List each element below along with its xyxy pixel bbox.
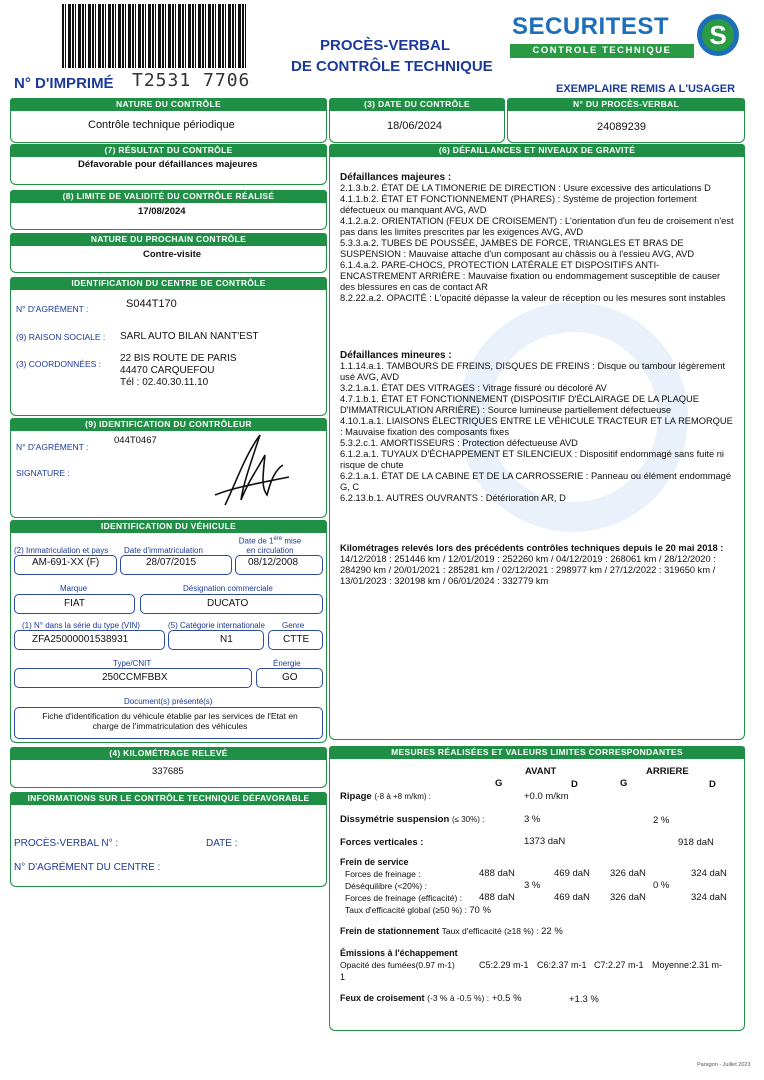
ff-ard: 324 daN — [691, 868, 727, 879]
mise-label: Date de 1ère mise en circulation — [238, 536, 302, 555]
marque-label: Marque — [60, 584, 88, 593]
mise-value: 08/12/2008 — [248, 557, 299, 568]
addr-line-1: 22 BIS ROUTE DE PARIS — [120, 353, 237, 364]
docs-label: Document(s) présenté(s) — [124, 697, 213, 706]
arriere-d: D — [709, 779, 716, 790]
immat-label: (2) Immatriculation et pays — [14, 546, 109, 555]
nature-value: Contrôle technique périodique — [88, 119, 235, 131]
centre-bar: IDENTIFICATION DU CENTRE DE CONTRÔLE — [10, 277, 327, 290]
majeures-block — [340, 172, 736, 304]
prochain-value: Contre-visite — [143, 249, 202, 260]
brand-logo-sub: CONTROLE TECHNIQUE — [510, 44, 694, 58]
defav-agr-label: N° D'AGRÉMENT DU CENTRE : — [14, 862, 161, 873]
km-history-block — [340, 543, 736, 587]
pv-bar: N° DU PROCÈS-VERBAL — [507, 98, 745, 111]
ff-avd: 469 daN — [554, 868, 590, 879]
coord-label: (3) COORDONNÉES : — [16, 359, 102, 369]
km-history-title: Kilométrages relevés lors des précédents contrôles techniques depuis le 20 mai 2018 : — [340, 543, 724, 553]
prochain-bar: NATURE DU PROCHAIN CONTRÔLE — [10, 233, 327, 246]
feux-d: +1.3 % — [569, 994, 599, 1005]
frein-title: Frein de service — [340, 857, 409, 867]
majeure-item: 4.1.2.a.2. ORIENTATION (FEUX DE CROISEMENT) : L'orientation d'un feu de croisement n'est pas dans les limites prescrites par les exigences AVG, AVD — [340, 216, 734, 237]
date-immat-label: Date d'immatriculation — [124, 546, 203, 555]
taux-row: Taux d'efficacité global (≥50 %) : 70 % — [345, 905, 491, 916]
mineures-block — [340, 350, 736, 504]
defav-pv-label: PROCÈS-VERBAL N° : — [14, 838, 119, 849]
mineure-item: 5.3.2.c.1. AMORTISSEURS : Protection défectueuse AVD — [340, 438, 578, 448]
vehicule-bar: IDENTIFICATION DU VÉHICULE — [10, 520, 327, 533]
ripage-value: +0.0 m/km — [524, 791, 569, 802]
signature-scribble — [205, 425, 295, 515]
defav-date-label: DATE : — [206, 838, 238, 849]
addr-line-2: 44470 CARQUEFOU — [120, 365, 215, 376]
deseq-label: Déséquilibre (<20%) : — [345, 881, 427, 891]
cat-label: (5) Catégorie internationale — [168, 621, 265, 630]
limite-value: 17/08/2024 — [138, 206, 186, 217]
raison-label: (9) RAISON SOCIALE : — [16, 332, 106, 342]
opa-c6: C6:2.37 m-1 — [537, 960, 587, 970]
date-bar: (3) DATE DU CONTRÔLE — [329, 98, 505, 111]
emi-title: Émissions à l'échappement — [340, 948, 458, 958]
resultat-value: Défavorable pour défaillances majeures — [78, 159, 258, 170]
imprime-number: T2531 7706 — [132, 70, 251, 91]
defaillances-bar: (6) DÉFAILLANCES ET NIVEAUX DE GRAVITÉ — [329, 144, 745, 157]
raison-value: SARL AUTO BILAN NANT'EST — [120, 331, 259, 342]
opa-c7: C7:2.27 m-1 — [594, 960, 644, 970]
opa-label: Opacité des fumées(0.97 m-1) — [340, 960, 455, 970]
forces-label: Forces verticales : — [340, 837, 424, 848]
date-immat-value: 28/07/2015 — [146, 557, 197, 568]
mineure-item: 6.1.2.a.1. TUYAUX D'ÉCHAPPEMENT ET SILENCIEUX : Dispositif endommagé sans fuite ni risque de chute — [340, 449, 724, 470]
mineure-item: 3.2.1.a.1. ÉTAT DES VITRAGES : Vitrage fissuré ou décoloré AV — [340, 383, 607, 393]
cat-field — [168, 630, 264, 650]
controleur-agrement-label: N° D'AGRÉMENT : — [16, 442, 89, 452]
vin-value: ZFA25000001538931 — [32, 634, 129, 645]
majeure-item: 6.1.4.a.2. PARE-CHOCS, PROTECTION LATÉRALE ET DISPOSITIFS ANTI-ENCASTREMENT ARRIÈRE : Mauvaise fixation ou endommagement susceptible de causer des blessures en cas de contact AR — [340, 260, 721, 292]
opa-c5: C5:2.29 m-1 — [479, 960, 529, 970]
brand-s-icon: S — [697, 14, 739, 56]
ffe-ard: 324 daN — [691, 892, 727, 903]
limite-bar: (8) LIMITE DE VALIDITÉ DU CONTRÔLE RÉALISÉ — [10, 190, 327, 203]
resultat-bar: (7) RÉSULTAT DU CONTRÔLE — [10, 144, 327, 157]
mesures-bar: MESURES RÉALISÉES ET VALEURS LIMITES CORRESPONDANTES — [329, 746, 745, 759]
forces-ar: 918 daN — [678, 837, 714, 848]
defav-bar: INFORMATIONS SUR LE CONTRÔLE TECHNIQUE DÉFAVORABLE — [10, 792, 327, 805]
tel: Tél : 02.40.30.11.10 — [120, 377, 209, 388]
dissy-row: Dissymétrie suspension (≤ 30%) : — [340, 814, 485, 825]
ff-label: Forces de freinage : — [345, 869, 421, 879]
km-bar: (4) KILOMÉTRAGE RELEVÉ — [10, 747, 327, 760]
majeure-item: 4.1.1.b.2. ÉTAT ET FONCTIONNEMENT (PHARES) : Système de projection fortement défectueux ou manquant AVG, AVD — [340, 194, 697, 215]
controleur-bar: (9) IDENTIFICATION DU CONTRÔLEUR — [10, 418, 327, 431]
ripage-row: Ripage (-8 à +8 m/km) : — [340, 791, 432, 802]
mineures-title: Défaillances mineures : — [340, 350, 452, 361]
avant-header: AVANT — [525, 766, 557, 777]
mineure-item: 1.1.14.a.1. TAMBOURS DE FREINS, DISQUES DE FREINS : Disque ou tambour légèrement usé AVG, AVD — [340, 361, 726, 382]
controleur-agrement: 044T0467 — [114, 435, 157, 446]
type-label: Type/CNIT — [113, 659, 152, 668]
nature-bar: NATURE DU CONTRÔLE — [10, 98, 327, 111]
footer-text: Paragon - Juillet 2023 — [697, 1062, 751, 1068]
km-value: 337685 — [152, 766, 184, 777]
barcode — [62, 4, 248, 68]
avant-g: G — [495, 778, 503, 789]
mineure-item: 6.2.1.a.1. ÉTAT DE LA CABINE ET DE LA CARROSSERIE : Panneau ou élément endommagé G, C — [340, 471, 732, 492]
majeure-item: 5.3.3.a.2. TUBES DE POUSSÉE, JAMBES DE FORCE, TRIANGLES ET BRAS DE SUSPENSION : Mauvaise attache d'un composant au châssis ou à l'essieu AVG, AVD — [340, 238, 695, 259]
ffe-avd: 469 daN — [554, 892, 590, 903]
brand-logo-text: SECURITEST — [512, 13, 670, 40]
centre-agrement-label: N° D'AGRÉMENT : — [16, 304, 89, 314]
vin-label: (1) N° dans la série du type (VIN) — [22, 621, 140, 630]
dissy-ar: 2 % — [653, 815, 670, 826]
genre-value: CTTE — [283, 634, 310, 645]
arriere-header: ARRIERE — [646, 766, 689, 777]
forces-av: 1373 daN — [524, 836, 566, 847]
deseq-av: 3 % — [524, 880, 541, 891]
immat-value: AM-691-XX (F) — [32, 557, 100, 568]
doc-title-2: DE CONTRÔLE TECHNIQUE — [291, 58, 493, 75]
imprime-label: N° D'IMPRIMÉ — [14, 75, 114, 92]
exemplaire-label: EXEMPLAIRE REMIS A L'USAGER — [556, 83, 736, 95]
marque-value: FIAT — [64, 598, 85, 609]
opa-cont: 1 — [340, 972, 346, 982]
stat-row: Frein de stationnement Taux d'efficacité (≥18 %) : 22 % — [340, 926, 563, 937]
energie-label: Énergie — [273, 659, 301, 668]
signature-label: SIGNATURE : — [16, 468, 70, 478]
opa-moy: Moyenne:2.31 m- — [652, 960, 723, 970]
ffe-label: Forces de freinage (efficacité) : — [345, 893, 463, 903]
avant-d: D — [571, 779, 578, 790]
ffe-arg: 326 daN — [610, 892, 646, 903]
deseq-ar: 0 % — [653, 880, 670, 891]
type-value: 250CCMFBBX — [102, 672, 168, 683]
arriere-g: G — [620, 778, 628, 789]
feux-row: Feux de croisement (-3 % à -0.5 %) : +0.5 % — [340, 993, 522, 1004]
centre-agrement: S044T170 — [126, 298, 177, 310]
majeures-title: Défaillances majeures : — [340, 172, 452, 183]
mineure-item: 6.2.13.b.1. AUTRES OUVRANTS : Détérioration AR, D — [340, 493, 566, 503]
doc-title-1: PROCÈS-VERBAL — [320, 37, 451, 54]
cat-value: N1 — [220, 634, 233, 645]
designation-value: DUCATO — [207, 598, 249, 609]
energie-value: GO — [282, 672, 298, 683]
pv-value: 24089239 — [597, 121, 646, 133]
ff-avg: 488 daN — [479, 868, 515, 879]
km-history: 14/12/2018 : 251446 km / 12/01/2019 : 252260 km / 04/12/2019 : 268061 km / 28/12/2020 : 284290 km / 20/01/2021 : 285281 km / 02/12/2021 : 298977 km / 27/12/2022 : 319650 km / 13/01/2023 : 320198 km / 06/01/2024 : 332779 km — [340, 554, 716, 586]
mineure-item: 4.10.1.a.1. LIAISONS ÉLECTRIQUES ENTRE LE VÉHICULE TRACTEUR ET LA REMORQUE : Mauvaise fixation des composants fixes — [340, 416, 733, 437]
ffe-avg: 488 daN — [479, 892, 515, 903]
majeure-item: 2.1.3.b.2. ÉTAT DE LA TIMONERIE DE DIRECTION : Usure excessive des articulations D — [340, 183, 711, 193]
mineure-item: 4.7.1.b.1. ÉTAT ET FONCTIONNEMENT (DISPOSITIF D'ÉCLAIRAGE DE LA PLAQUE D'IMMATRICULATION ARRIÈRE) : Source lumineuse partiellement défectueuse — [340, 394, 699, 415]
genre-label: Genre — [282, 621, 305, 630]
docs-value: Fiche d'identification du véhicule établie par les services de l'Etat en charge de l'immatriculation des véhicules — [42, 711, 298, 731]
dissy-av: 3 % — [524, 814, 541, 825]
designation-label: Désignation commerciale — [183, 584, 273, 593]
ff-arg: 326 daN — [610, 868, 646, 879]
date-value: 18/06/2024 — [387, 120, 443, 132]
majeure-item: 8.2.22.a.2. OPACITÉ : L'opacité dépasse la valeur de réception ou les mesures sont instables — [340, 293, 726, 303]
